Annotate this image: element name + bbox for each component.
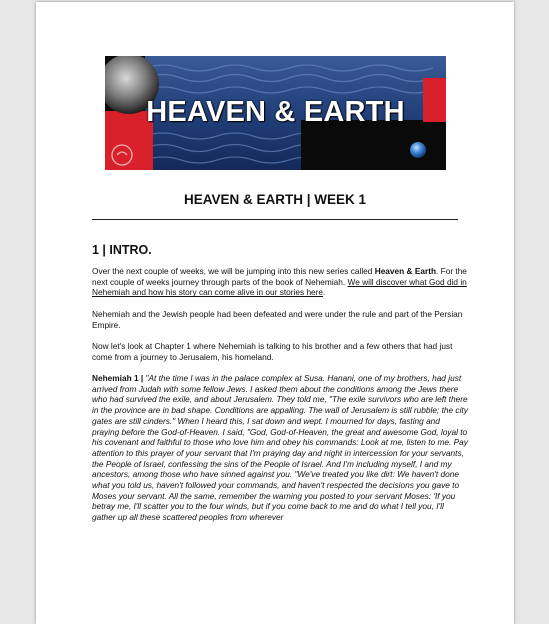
earth-graphic <box>410 142 426 158</box>
banner-title: HEAVEN & EARTH <box>146 96 405 128</box>
title-divider <box>92 219 458 220</box>
document-title: HEAVEN & EARTH | WEEK 1 <box>183 192 367 207</box>
intro-text: Over the next couple of weeks, we will be jumping into this new series called <box>92 266 375 276</box>
context-paragraph: Nehemiah and the Jewish people had been defeated and were under the rule and part of the Persian Empire. <box>92 308 463 330</box>
chapter-paragraph: Now let's look at Chapter 1 where Nehemiah is talking to his brother and a few others that had just come from a journey to Jerusalem, his homeland. <box>92 340 453 362</box>
document-page <box>36 2 514 624</box>
intro-period: . <box>323 287 326 298</box>
series-name: Heaven & Earth <box>374 266 437 276</box>
scripture-paragraph <box>92 373 468 523</box>
intro-paragraph <box>92 266 468 298</box>
intro-text-continued: . For the next couple of weeks journey through parts of the book of Nehemiah. <box>92 266 467 287</box>
scripture-reference: Nehemiah 1 | <box>92 372 146 383</box>
document-body <box>92 266 468 534</box>
series-banner <box>105 56 446 170</box>
underlined-statement: We will discover what God did in Nehemiah and how his story can come alive in our stories here <box>92 276 467 298</box>
section-heading: 1 | INTRO. <box>92 243 152 257</box>
scripture-text: "At the time I was in the palace complex at Susa. Hanani, one of my brothers, had just arrived from Judah with some fellow Jews. I asked them about the conditions among the Jews there who had survived the exile, and about Jerusalem. They told me, "The exile survivors who are left there in the province are in bad shape. Conditions are appalling. The wall of Jerusalem is still rubble; the city gates are still cinders." When I heard this, I sat down and wept. I mourned for days, fasting and praying before the God-of-Heaven. I said, "God, God-of-Heaven, the great and awesome God, loyal to his covenant and faithful to those who love him and obey his commands: Look at me, listen to me. Pay attention to this prayer of your servant that I'm praying day and night in intercession for your servants, the People of Israel, confessing the sins of the People of Israel. And I'm including myself, I and my ancestors, among those who have sinned against you. "We've treated you like dirt: We haven't done what you told us, haven't followed your commands, and haven't respected the decisions you gave to Moses your servant. All the same, remember the warning you posted to your servant Moses: 'If you betray me, I'll scatter you to the four winds, but if you come back to me and do what I tell you, I'll gather up all these scattered peoples from wherever <box>92 372 468 523</box>
